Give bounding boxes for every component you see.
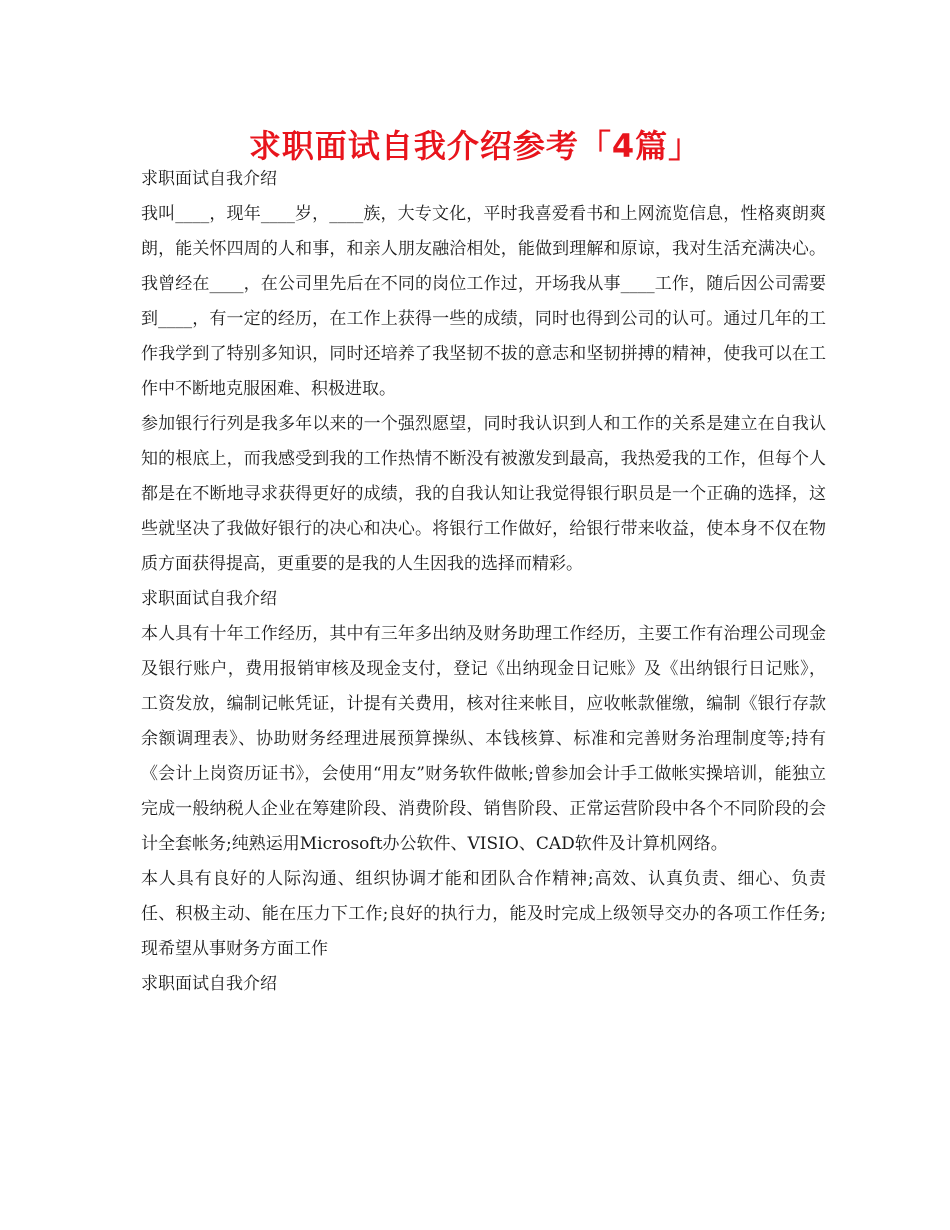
paragraph-4: 本人具有良好的人际沟通、组织协调才能和团队合作精神;高效、认真负责、细心、负责任、积极主动、能在压力下工作;良好的执行力，能及时完成上级领导交办的各项工作任务;现希望从事财务方面工作 [141,869,826,959]
section-heading-3: 求职面试自我介绍 [141,974,277,994]
section-heading-2: 求职面试自我介绍 [141,589,277,609]
paragraph-3: 本人具有十年工作经历，其中有三年多出纳及财务助理工作经历，主要工作有治理公司现金及银行账户，费用报销审核及现金支付，登记《出纳现金日记账》及《出纳银行日记账》，工资发放，编制记帐凭证，计提有关费用，核对往来帐目，应收帐款催缴，编制《银行存款余额调理表》、协助财务经理进展预算操纵、本钱核算、标准和完善财务治理制度等;持有《会计上岗资历证书》，会使用“用友”财务软件做帐;曾参加会计手工做帐实操培训，能独立完成一般纳税人企业在筹建阶段、消费阶段、销售阶段、正常运营阶段中各个不同阶段的会计全套帐务;纯熟运用Microsoft办公软件、VISIO、CAD软件及计算机网络。 [141,624,826,854]
paragraph-1: 我叫____，现年____岁，____族，大专文化，平时我喜爱看书和上网流览信息，性格爽朗爽朗，能关怀四周的人和事，和亲人朋友融洽相处，能做到理解和原谅，我对生活充满决心。我曾经在____，在公司里先后在不同的岗位工作过，开场我从事____工作，随后因公司需要到____，有一定的经历，在工作上获得一些的成绩，同时也得到公司的认可。通过几年的工作我学到了特别多知识，同时还培养了我坚韧不拔的意志和坚韧拼搏的精神，使我可以在工作中不断地克服困难、积极进取。 [141,204,826,399]
document-title: 求职面试自我介绍参考「4篇」 [248,127,702,165]
paragraph-2: 参加银行行列是我多年以来的一个强烈愿望，同时我认识到人和工作的关系是建立在自我认知的根底上，而我感受到我的工作热情不断没有被激发到最高，我热爱我的工作，但每个人都是在不断地寻求获得更好的成绩，我的自我认知让我觉得银行职员是一个正确的选择，这些就坚决了我做好银行的决心和决心。将银行工作做好，给银行带来收益，使本身不仅在物质方面获得提高，更重要的是我的人生因我的选择而精彩。 [141,414,826,574]
document-body [141,162,826,1002]
section-heading-1: 求职面试自我介绍 [141,169,277,189]
